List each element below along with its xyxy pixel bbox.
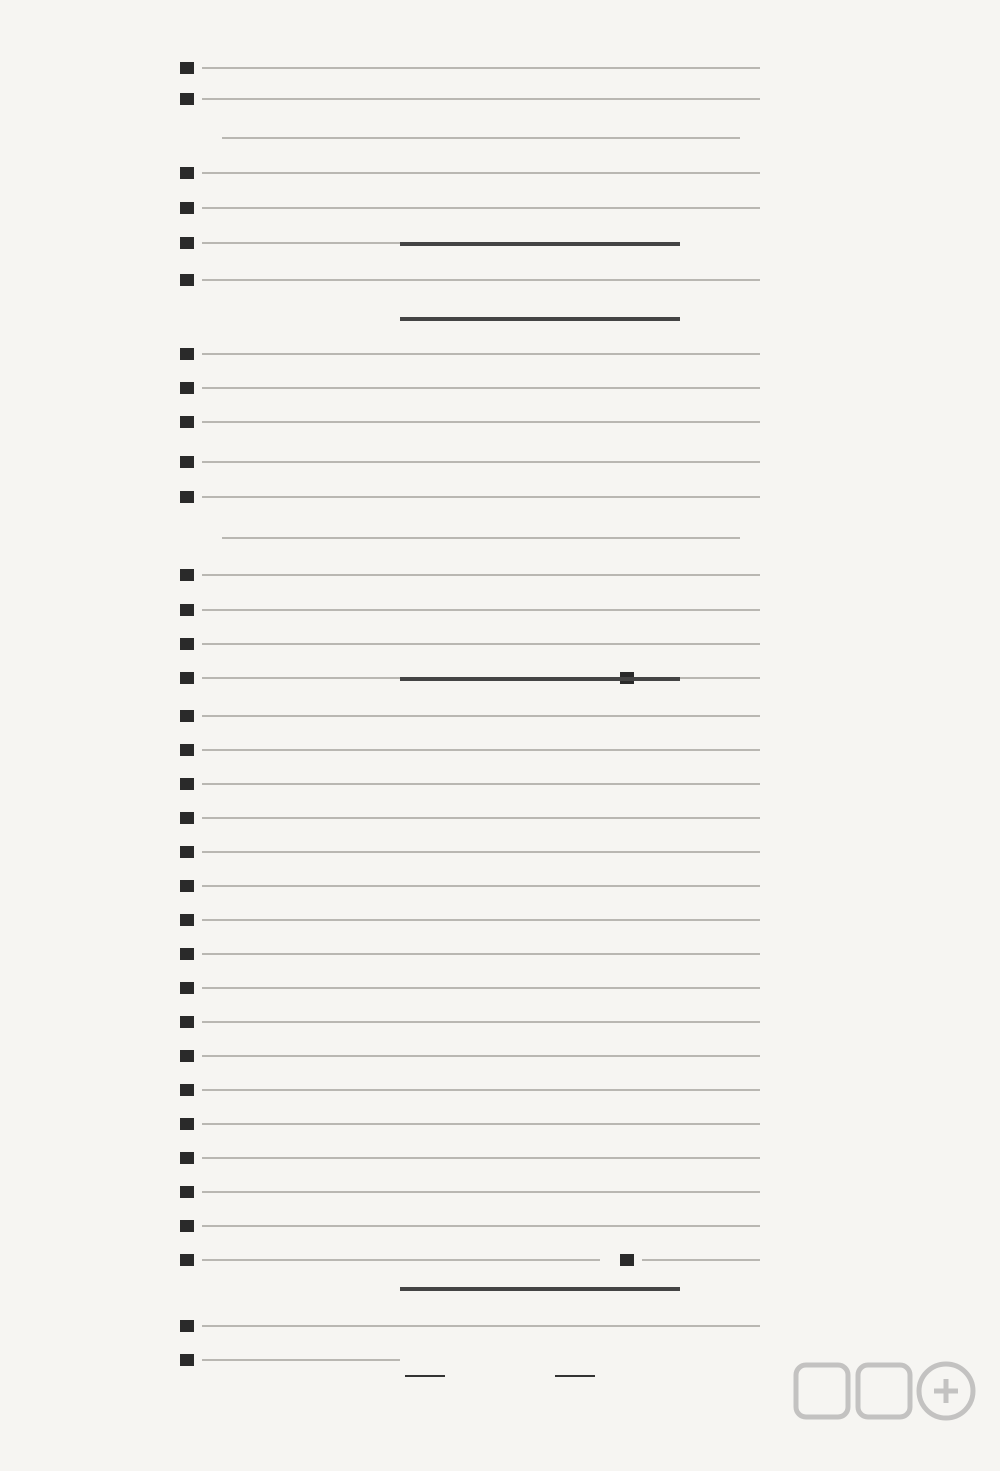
answer-line [180,1216,760,1236]
answer-line [180,842,760,862]
answer-line [180,270,760,290]
section-heading [380,666,700,692]
answer-line [180,487,760,507]
answer-line [180,1350,400,1370]
answer-line [180,876,760,896]
answer-line [180,910,760,930]
answer-line [200,128,740,148]
answer-line [180,58,760,78]
answer-line [180,163,760,183]
answer-line [180,1148,760,1168]
answer-line [180,1316,760,1336]
answer-line [180,1012,760,1032]
watermark-url [790,1431,980,1453]
answer-line [180,1182,760,1202]
answer-line [180,452,760,472]
answer-line [180,198,760,218]
answer-line [180,978,760,998]
watermark-logo-icon [790,1355,980,1431]
answer-line [180,1250,600,1270]
section-heading [380,306,700,332]
section-heading [380,1276,700,1302]
page-number [405,1360,595,1390]
answer-line [180,412,760,432]
answer-line [180,1046,760,1066]
answer-line [180,740,760,760]
section-heading [380,231,700,257]
answer-line [180,706,760,726]
answer-line [180,89,760,109]
answer-line [180,944,760,964]
answer-line [180,344,760,364]
watermark-logo [790,1355,980,1455]
answer-line [180,1114,760,1134]
answer-line [180,378,760,398]
answer-line [200,528,740,548]
answer-line [180,600,760,620]
answer-line [180,634,760,654]
answer-line [180,1080,760,1100]
answer-line [180,565,760,585]
answer-line [620,1250,760,1270]
answer-line [180,808,760,828]
answer-line [180,774,760,794]
